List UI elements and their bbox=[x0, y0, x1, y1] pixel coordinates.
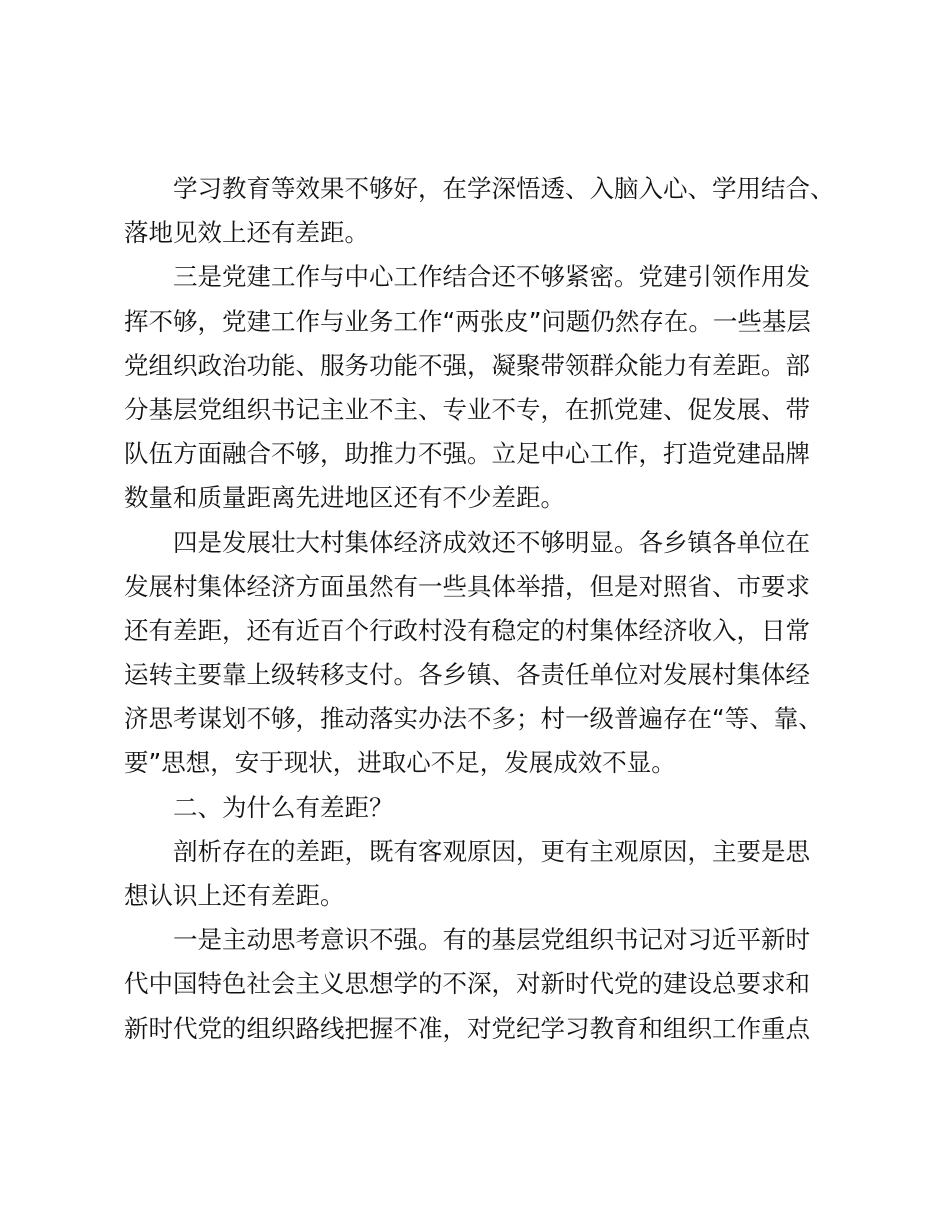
text-line: 学习教育等效果不够好，在学深悟透、入脑入心、学用结合、 bbox=[173, 174, 835, 203]
text-line: 还有差距，还有近百个行政村没有稳定的村集体经济收入，日常 bbox=[124, 615, 810, 645]
body-text bbox=[124, 167, 846, 1051]
text-line: 三是党建工作与中心工作结合还不够紧密。党建引领作用发 bbox=[173, 262, 810, 292]
text-line: 济思考谋划不够，推动落实办法不多；村一级普遍存在“等、靠、 bbox=[124, 704, 823, 734]
text-line: 运转主要靠上级转移支付。各乡镇、各责任单位对发展村集体经 bbox=[124, 660, 810, 690]
text-line: 想认识上还有差距。 bbox=[124, 881, 345, 910]
text-line: 数量和质量距离先进地区还有不少差距。 bbox=[124, 483, 565, 513]
section-heading: 二、为什么有差距？ bbox=[173, 792, 394, 822]
text-line: 代中国特色社会主义思想学的不深，对新时代党的建设总要求和 bbox=[124, 969, 810, 999]
text-line: 挥不够，党建工作与业务工作“两张皮”问题仍然存在。一些基层 bbox=[124, 306, 811, 336]
text-line: 四是发展壮大村集体经济成效还不够明显。各乡镇各单位在 bbox=[173, 527, 810, 557]
text-line: 队伍方面融合不够，助推力不强。立足中心工作，打造党建品牌 bbox=[124, 439, 810, 469]
text-line: 分基层党组织书记主业不主、专业不专，在抓党建、促发展、带 bbox=[124, 394, 810, 424]
text-line: 一是主动思考意识不强。有的基层党组织书记对习近平新时 bbox=[173, 925, 810, 955]
text-line: 落地见效上还有差距。 bbox=[124, 218, 369, 248]
text-line: 剖析存在的差距，既有客观原因，更有主观原因，主要是思 bbox=[173, 836, 810, 866]
text-line: 党组织政治功能、服务功能不强，凝聚带领群众能力有差距。部 bbox=[124, 350, 810, 380]
text-line: 要”思想，安于现状，进取心不足，发展成效不显。 bbox=[124, 748, 676, 778]
text-line: 新时代党的组织路线把握不准，对党纪学习教育和组织工作重点 bbox=[124, 1013, 810, 1043]
text-line: 发展村集体经济方面虽然有一些具体举措，但是对照省、市要求 bbox=[124, 571, 810, 601]
